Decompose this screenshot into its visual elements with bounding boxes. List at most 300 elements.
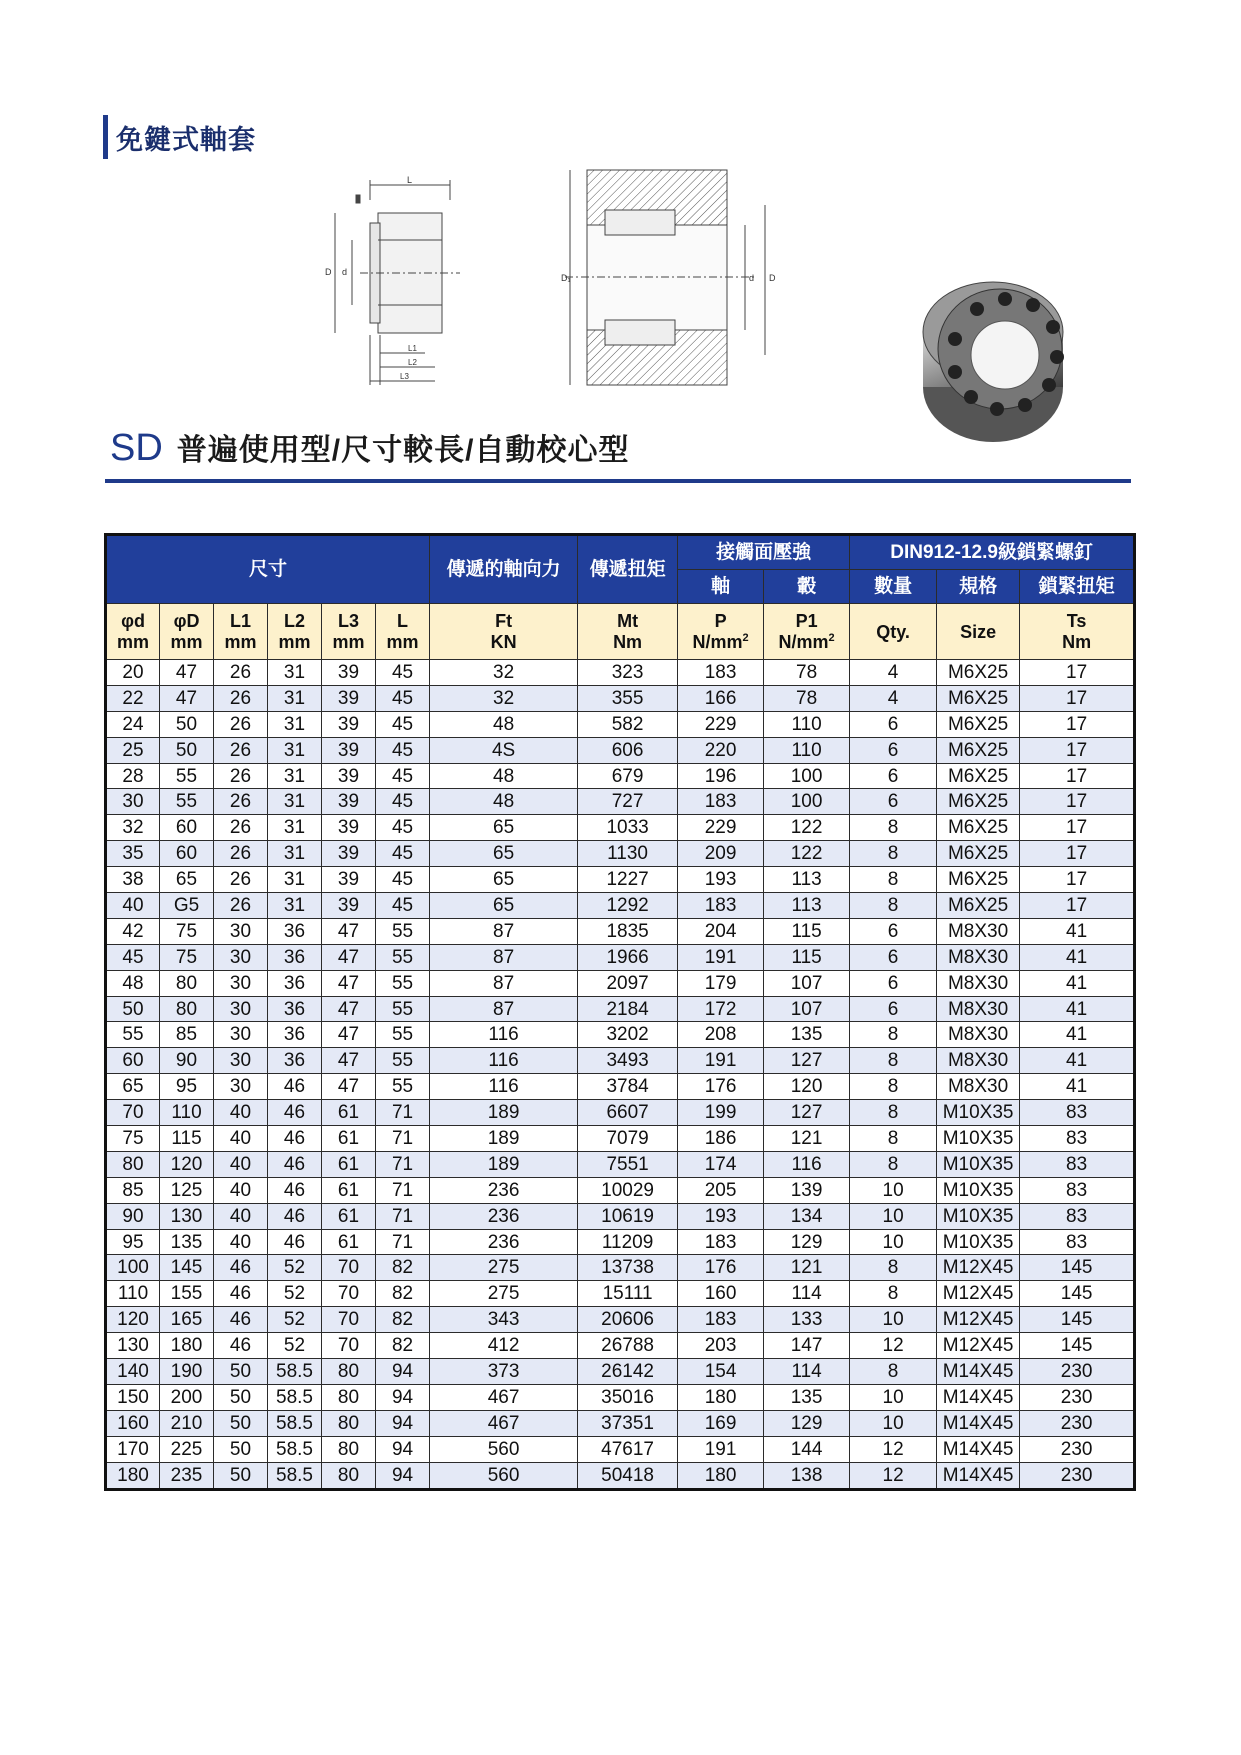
table-cell: 47 <box>322 944 376 970</box>
table-cell: 183 <box>678 660 764 686</box>
table-cell: 135 <box>764 1022 850 1048</box>
table-cell: 115 <box>764 918 850 944</box>
drawing-label-L: L <box>407 175 413 185</box>
table-cell: 210 <box>160 1410 214 1436</box>
table-cell: 26 <box>214 815 268 841</box>
table-cell: 10 <box>850 1307 937 1333</box>
table-cell: 26788 <box>578 1333 678 1359</box>
col-Qty: Qty. <box>850 604 937 660</box>
table-cell: 61 <box>322 1177 376 1203</box>
table-cell: 110 <box>764 737 850 763</box>
table-cell: 186 <box>678 1126 764 1152</box>
table-cell: 70 <box>322 1307 376 1333</box>
table-cell: 58.5 <box>268 1436 322 1462</box>
table-cell: 52 <box>268 1281 322 1307</box>
table-cell: 83 <box>1020 1229 1135 1255</box>
table-cell: 183 <box>678 1307 764 1333</box>
col-L2: L2 mm <box>268 604 322 660</box>
table-row <box>106 737 1135 763</box>
table-cell: 41 <box>1020 996 1135 1022</box>
table-row <box>106 1307 1135 1333</box>
table-cell: 41 <box>1020 1048 1135 1074</box>
table-cell: 24 <box>106 711 160 737</box>
table-cell: 30 <box>214 996 268 1022</box>
table-cell: 90 <box>106 1203 160 1229</box>
table-cell: 114 <box>764 1359 850 1385</box>
col-Mt: Mt Nm <box>578 604 678 660</box>
table-cell: 47 <box>160 660 214 686</box>
table-cell: 191 <box>678 944 764 970</box>
table-cell: 65 <box>430 841 578 867</box>
table-cell: 52 <box>268 1307 322 1333</box>
table-cell: 36 <box>268 970 322 996</box>
table-cell: 8 <box>850 867 937 893</box>
table-cell: 48 <box>430 763 578 789</box>
table-cell: M6X25 <box>937 711 1020 737</box>
table-cell: 116 <box>430 1048 578 1074</box>
table-cell: 4 <box>850 685 937 711</box>
table-cell: M14X45 <box>937 1384 1020 1410</box>
table-cell: 8 <box>850 1151 937 1177</box>
product-description: 普遍使用型/尺寸較長/自動校心型 <box>176 434 630 467</box>
table-row <box>106 1462 1135 1489</box>
table-cell: 122 <box>764 815 850 841</box>
table-cell: 45 <box>376 815 430 841</box>
table-cell: 32 <box>430 660 578 686</box>
col-D: φD mm <box>160 604 214 660</box>
table-cell: M10X35 <box>937 1126 1020 1152</box>
col-Ts: Ts Nm <box>1020 604 1135 660</box>
table-cell: 467 <box>430 1384 578 1410</box>
table-cell: 8 <box>850 1281 937 1307</box>
table-row <box>106 1203 1135 1229</box>
table-row <box>106 1359 1135 1385</box>
table-cell: 39 <box>322 685 376 711</box>
table-cell: 1292 <box>578 893 678 919</box>
table-cell: 47 <box>322 970 376 996</box>
table-cell: 230 <box>1020 1384 1135 1410</box>
table-cell: M6X25 <box>937 763 1020 789</box>
table-cell: 225 <box>160 1436 214 1462</box>
table-cell: 55 <box>376 1074 430 1100</box>
table-cell: 138 <box>764 1462 850 1489</box>
table-cell: 90 <box>160 1048 214 1074</box>
table-cell: 15111 <box>578 1281 678 1307</box>
table-cell: 582 <box>578 711 678 737</box>
table-cell: 110 <box>160 1100 214 1126</box>
table-cell: 727 <box>578 789 678 815</box>
table-cell: 165 <box>160 1307 214 1333</box>
table-cell: 61 <box>322 1229 376 1255</box>
table-cell: 26 <box>214 763 268 789</box>
table-cell: 189 <box>430 1151 578 1177</box>
table-row <box>106 841 1135 867</box>
table-cell: 35 <box>106 841 160 867</box>
table-cell: 31 <box>268 867 322 893</box>
table-cell: 94 <box>376 1410 430 1436</box>
table-cell: 17 <box>1020 660 1135 686</box>
table-cell: 8 <box>850 1048 937 1074</box>
title-divider <box>105 479 1131 483</box>
table-row <box>106 996 1135 1022</box>
table-cell: 48 <box>430 711 578 737</box>
table-cell: 6607 <box>578 1100 678 1126</box>
table-row <box>106 1229 1135 1255</box>
table-cell: 8 <box>850 1100 937 1126</box>
table-cell: 46 <box>268 1100 322 1126</box>
table-cell: 6 <box>850 944 937 970</box>
table-cell: 50 <box>214 1410 268 1436</box>
table-row <box>106 1151 1135 1177</box>
table-cell: 40 <box>214 1151 268 1177</box>
table-cell: 30 <box>106 789 160 815</box>
table-cell: 8 <box>850 1359 937 1385</box>
table-cell: 47 <box>160 685 214 711</box>
table-cell: 180 <box>160 1333 214 1359</box>
table-cell: 113 <box>764 893 850 919</box>
table-cell: 78 <box>764 660 850 686</box>
table-cell: 55 <box>376 970 430 996</box>
table-cell: M10X35 <box>937 1177 1020 1203</box>
table-cell: 230 <box>1020 1359 1135 1385</box>
col-L3: L3 mm <box>322 604 376 660</box>
table-cell: 17 <box>1020 737 1135 763</box>
table-cell: 122 <box>764 841 850 867</box>
table-cell: 80 <box>322 1384 376 1410</box>
table-cell: 82 <box>376 1333 430 1359</box>
table-cell: 78 <box>764 685 850 711</box>
table-row <box>106 970 1135 996</box>
table-cell: M6X25 <box>937 737 1020 763</box>
table-cell: 133 <box>764 1307 850 1333</box>
table-cell: 135 <box>764 1384 850 1410</box>
spec-table <box>104 533 1136 1491</box>
table-cell: 26 <box>214 737 268 763</box>
col-Ft: Ft KN <box>430 604 578 660</box>
table-cell: 52 <box>268 1255 322 1281</box>
table-cell: 30 <box>214 1048 268 1074</box>
table-cell: 80 <box>322 1436 376 1462</box>
table-cell: 26 <box>214 685 268 711</box>
table-cell: 61 <box>322 1151 376 1177</box>
table-cell: 45 <box>376 660 430 686</box>
table-cell: 230 <box>1020 1436 1135 1462</box>
table-row <box>106 1436 1135 1462</box>
table-cell: 40 <box>106 893 160 919</box>
table-cell: 200 <box>160 1384 214 1410</box>
header-qty: 數量 <box>850 570 937 604</box>
table-cell: 7551 <box>578 1151 678 1177</box>
table-cell: 26 <box>214 893 268 919</box>
col-Size: Size <box>937 604 1020 660</box>
table-cell: 12 <box>850 1333 937 1359</box>
table-cell: 160 <box>106 1410 160 1436</box>
table-cell: 275 <box>430 1281 578 1307</box>
table-cell: 17 <box>1020 711 1135 737</box>
table-cell: 6 <box>850 763 937 789</box>
table-row <box>106 1126 1135 1152</box>
table-row <box>106 944 1135 970</box>
table-cell: 25 <box>106 737 160 763</box>
table-cell: 169 <box>678 1410 764 1436</box>
table-cell: 17 <box>1020 763 1135 789</box>
table-cell: M6X25 <box>937 789 1020 815</box>
table-cell: 38 <box>106 867 160 893</box>
table-cell: 147 <box>764 1333 850 1359</box>
table-cell: 134 <box>764 1203 850 1229</box>
table-cell: 355 <box>578 685 678 711</box>
table-cell: 58.5 <box>268 1462 322 1489</box>
table-cell: 45 <box>376 867 430 893</box>
table-cell: 41 <box>1020 1074 1135 1100</box>
table-cell: 71 <box>376 1100 430 1126</box>
table-cell: 196 <box>678 763 764 789</box>
table-cell: M12X45 <box>937 1281 1020 1307</box>
table-cell: 46 <box>268 1203 322 1229</box>
table-cell: M8X30 <box>937 970 1020 996</box>
table-cell: 145 <box>1020 1333 1135 1359</box>
table-cell: 45 <box>376 737 430 763</box>
table-cell: 160 <box>678 1281 764 1307</box>
table-cell: 75 <box>106 1126 160 1152</box>
table-cell: 80 <box>322 1410 376 1436</box>
section-header <box>103 113 256 161</box>
table-cell: 204 <box>678 918 764 944</box>
table-cell: M6X25 <box>937 841 1020 867</box>
table-cell: 121 <box>764 1126 850 1152</box>
table-cell: 10 <box>850 1384 937 1410</box>
table-cell: 3784 <box>578 1074 678 1100</box>
table-cell: 71 <box>376 1229 430 1255</box>
table-cell: 47 <box>322 918 376 944</box>
table-cell: M8X30 <box>937 1022 1020 1048</box>
table-cell: 121 <box>764 1255 850 1281</box>
table-cell: 155 <box>160 1281 214 1307</box>
table-cell: 50 <box>106 996 160 1022</box>
drawing-label-L2: L2 <box>408 358 417 367</box>
table-cell: 31 <box>268 763 322 789</box>
table-cell: 130 <box>106 1333 160 1359</box>
table-row <box>106 1177 1135 1203</box>
table-row <box>106 789 1135 815</box>
table-row <box>106 1384 1135 1410</box>
table-cell: 58.5 <box>268 1410 322 1436</box>
table-cell: 40 <box>214 1126 268 1152</box>
table-cell: 40 <box>214 1177 268 1203</box>
table-cell: 17 <box>1020 789 1135 815</box>
table-cell: 94 <box>376 1436 430 1462</box>
table-cell: 170 <box>106 1436 160 1462</box>
header-torque: 傳遞扭矩 <box>578 535 678 604</box>
table-cell: G5 <box>160 893 214 919</box>
table-cell: 130 <box>160 1203 214 1229</box>
col-L1: L1 mm <box>214 604 268 660</box>
table-cell: 80 <box>322 1462 376 1489</box>
table-row <box>106 1333 1135 1359</box>
table-cell: 60 <box>160 841 214 867</box>
table-cell: 46 <box>268 1177 322 1203</box>
table-cell: 30 <box>214 944 268 970</box>
table-cell: 373 <box>430 1359 578 1385</box>
table-cell: 50 <box>214 1384 268 1410</box>
table-row <box>106 867 1135 893</box>
table-cell: 48 <box>430 789 578 815</box>
table-cell: 46 <box>214 1307 268 1333</box>
table-cell: 172 <box>678 996 764 1022</box>
product-photo <box>905 277 1093 447</box>
table-cell: M12X45 <box>937 1307 1020 1333</box>
table-cell: 65 <box>430 815 578 841</box>
table-cell: 35016 <box>578 1384 678 1410</box>
table-cell: M8X30 <box>937 996 1020 1022</box>
table-cell: 199 <box>678 1100 764 1126</box>
table-cell: 30 <box>214 918 268 944</box>
header-axial-force: 傳遞的軸向力 <box>430 535 578 604</box>
table-cell: 46 <box>214 1255 268 1281</box>
table-cell: 8 <box>850 1074 937 1100</box>
table-cell: 10 <box>850 1177 937 1203</box>
table-cell: 8 <box>850 815 937 841</box>
table-cell: 55 <box>376 918 430 944</box>
table-cell: 50 <box>160 711 214 737</box>
col-L: L mm <box>376 604 430 660</box>
header-tightening-torque: 鎖緊扭矩 <box>1020 570 1135 604</box>
table-cell: 230 <box>1020 1462 1135 1489</box>
spec-table-body <box>106 660 1135 1490</box>
table-cell: 203 <box>678 1333 764 1359</box>
table-cell: 183 <box>678 893 764 919</box>
product-code: SD <box>110 427 163 469</box>
table-cell: M10X35 <box>937 1229 1020 1255</box>
table-cell: 47617 <box>578 1436 678 1462</box>
drawing-label-d: d <box>342 267 348 277</box>
table-cell: 55 <box>376 944 430 970</box>
table-cell: 58.5 <box>268 1359 322 1385</box>
table-cell: 48 <box>106 970 160 996</box>
table-row <box>106 1100 1135 1126</box>
table-cell: 30 <box>214 1022 268 1048</box>
table-cell: 37351 <box>578 1410 678 1436</box>
table-cell: 116 <box>764 1151 850 1177</box>
table-cell: M14X45 <box>937 1410 1020 1436</box>
section-title: 免鍵式軸套 <box>116 124 256 155</box>
table-cell: 30 <box>214 1074 268 1100</box>
table-cell: 189 <box>430 1126 578 1152</box>
table-cell: 36 <box>268 1022 322 1048</box>
table-cell: 83 <box>1020 1126 1135 1152</box>
table-cell: 107 <box>764 970 850 996</box>
table-cell: 83 <box>1020 1203 1135 1229</box>
table-row <box>106 763 1135 789</box>
table-cell: M6X25 <box>937 867 1020 893</box>
table-cell: 45 <box>106 944 160 970</box>
table-row <box>106 1074 1135 1100</box>
table-cell: 83 <box>1020 1177 1135 1203</box>
table-cell: 61 <box>322 1126 376 1152</box>
table-cell: 100 <box>764 763 850 789</box>
table-cell: M8X30 <box>937 918 1020 944</box>
table-cell: 6 <box>850 711 937 737</box>
table-cell: 22 <box>106 685 160 711</box>
table-cell: 71 <box>376 1151 430 1177</box>
table-cell: 31 <box>268 711 322 737</box>
table-cell: 71 <box>376 1126 430 1152</box>
header-spec: 規格 <box>937 570 1020 604</box>
table-cell: 45 <box>376 685 430 711</box>
table-cell: 10 <box>850 1203 937 1229</box>
table-cell: 17 <box>1020 893 1135 919</box>
table-cell: 4S <box>430 737 578 763</box>
table-cell: 17 <box>1020 867 1135 893</box>
table-cell: 36 <box>268 944 322 970</box>
table-cell: 31 <box>268 893 322 919</box>
drawing-label-d2: d <box>749 273 755 283</box>
table-cell: 65 <box>430 867 578 893</box>
table-cell: 120 <box>106 1307 160 1333</box>
table-cell: 95 <box>106 1229 160 1255</box>
table-cell: 116 <box>430 1074 578 1100</box>
table-cell: 13738 <box>578 1255 678 1281</box>
table-cell: 39 <box>322 660 376 686</box>
dimension-drawing-assembly <box>561 165 790 395</box>
table-cell: 6 <box>850 970 937 996</box>
table-cell: 176 <box>678 1255 764 1281</box>
table-cell: 7079 <box>578 1126 678 1152</box>
table-cell: 135 <box>160 1229 214 1255</box>
table-cell: 191 <box>678 1048 764 1074</box>
table-cell: 52 <box>268 1333 322 1359</box>
table-cell: 39 <box>322 841 376 867</box>
table-cell: 606 <box>578 737 678 763</box>
table-cell: 12 <box>850 1436 937 1462</box>
table-cell: 110 <box>764 711 850 737</box>
table-cell: 70 <box>106 1100 160 1126</box>
table-cell: 208 <box>678 1022 764 1048</box>
table-cell: 39 <box>322 763 376 789</box>
table-cell: 183 <box>678 1229 764 1255</box>
table-cell: 3202 <box>578 1022 678 1048</box>
table-cell: 193 <box>678 867 764 893</box>
table-cell: 145 <box>1020 1281 1135 1307</box>
table-cell: 31 <box>268 660 322 686</box>
table-cell: 50 <box>214 1359 268 1385</box>
table-cell: M6X25 <box>937 893 1020 919</box>
table-cell: 39 <box>322 789 376 815</box>
table-cell: 115 <box>160 1126 214 1152</box>
table-cell: 26 <box>214 867 268 893</box>
table-cell: 236 <box>430 1229 578 1255</box>
table-cell: 179 <box>678 970 764 996</box>
table-cell: 50 <box>160 737 214 763</box>
table-cell: 30 <box>214 970 268 996</box>
table-cell: 50 <box>214 1462 268 1489</box>
header-contact-pressure: 接觸面壓強 <box>678 535 850 570</box>
table-cell: 75 <box>160 944 214 970</box>
table-cell: 176 <box>678 1074 764 1100</box>
table-cell: 154 <box>678 1359 764 1385</box>
table-cell: 8 <box>850 841 937 867</box>
table-cell: 145 <box>1020 1307 1135 1333</box>
table-cell: 32 <box>106 815 160 841</box>
table-cell: 1227 <box>578 867 678 893</box>
table-cell: 110 <box>106 1281 160 1307</box>
table-row <box>106 893 1135 919</box>
table-cell: 80 <box>160 996 214 1022</box>
table-cell: M6X25 <box>937 685 1020 711</box>
table-cell: 85 <box>160 1022 214 1048</box>
table-cell: 174 <box>678 1151 764 1177</box>
table-cell: 95 <box>160 1074 214 1100</box>
